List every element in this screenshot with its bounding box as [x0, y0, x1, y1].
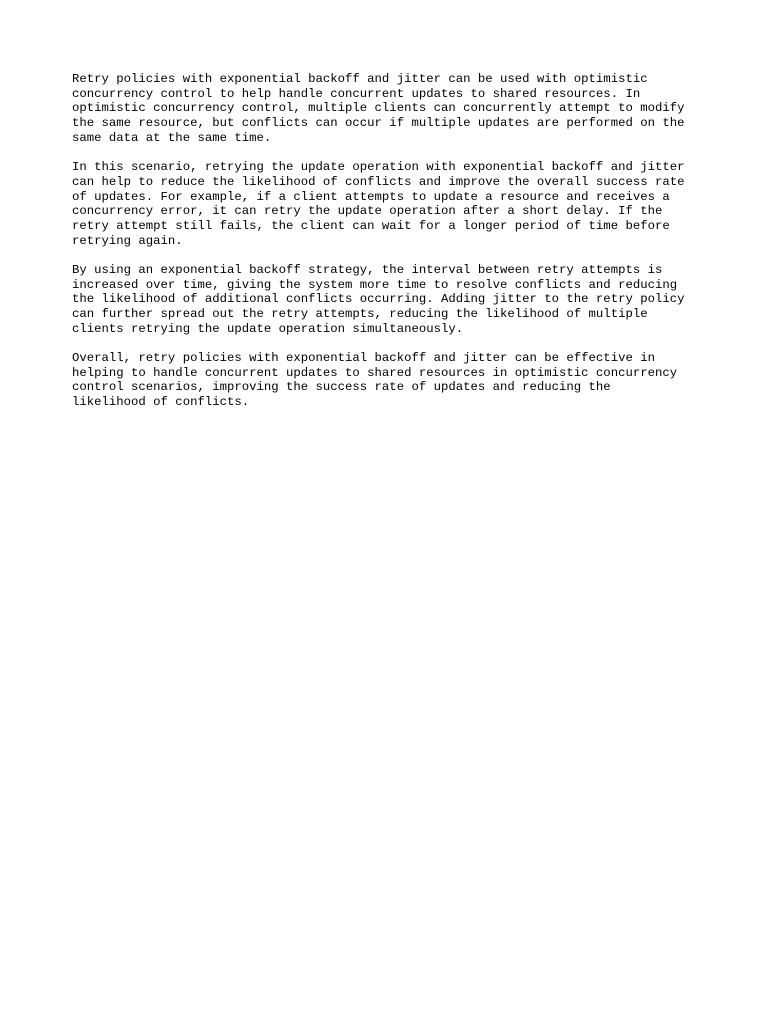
document-page: [72, 72, 702, 424]
paragraph-2: In this scenario, retrying the update operation with exponential backoff and jitter can help to reduce the likelihood of conflicts and improve the overall success rate of updates. For example, if a client attempts to update a resource and receives a concurrency error, it can retry the update operation after a short delay. If the retry attempt still fails, the client can wait for a longer period of time before retrying again.: [72, 160, 685, 248]
paragraph-4: Overall, retry policies with exponential backoff and jitter can be effective in helping to handle concurrent updates to shared resources in optimistic concurrency control scenarios, improving the success rate of updates and reducing the likelihood of conflicts.: [72, 351, 678, 410]
paragraph-1: Retry policies with exponential backoff and jitter can be used with optimistic concurrency control to help handle concurrent updates to shared resources. In optimistic concurrency control, multiple clients can concurrently attempt to modify the same resource, but conflicts can occur if multiple updates are performed on the same data at the same time.: [72, 72, 685, 145]
paragraph-3: By using an exponential backoff strategy, the interval between retry attempts is increased over time, giving the system more time to resolve conflicts and reducing the likelihood of additional conflicts occurring. Adding jitter to the retry policy can further spread out the retry attempts, reducing the likelihood of multiple clients retrying the update operation simultaneously.: [72, 262, 685, 336]
